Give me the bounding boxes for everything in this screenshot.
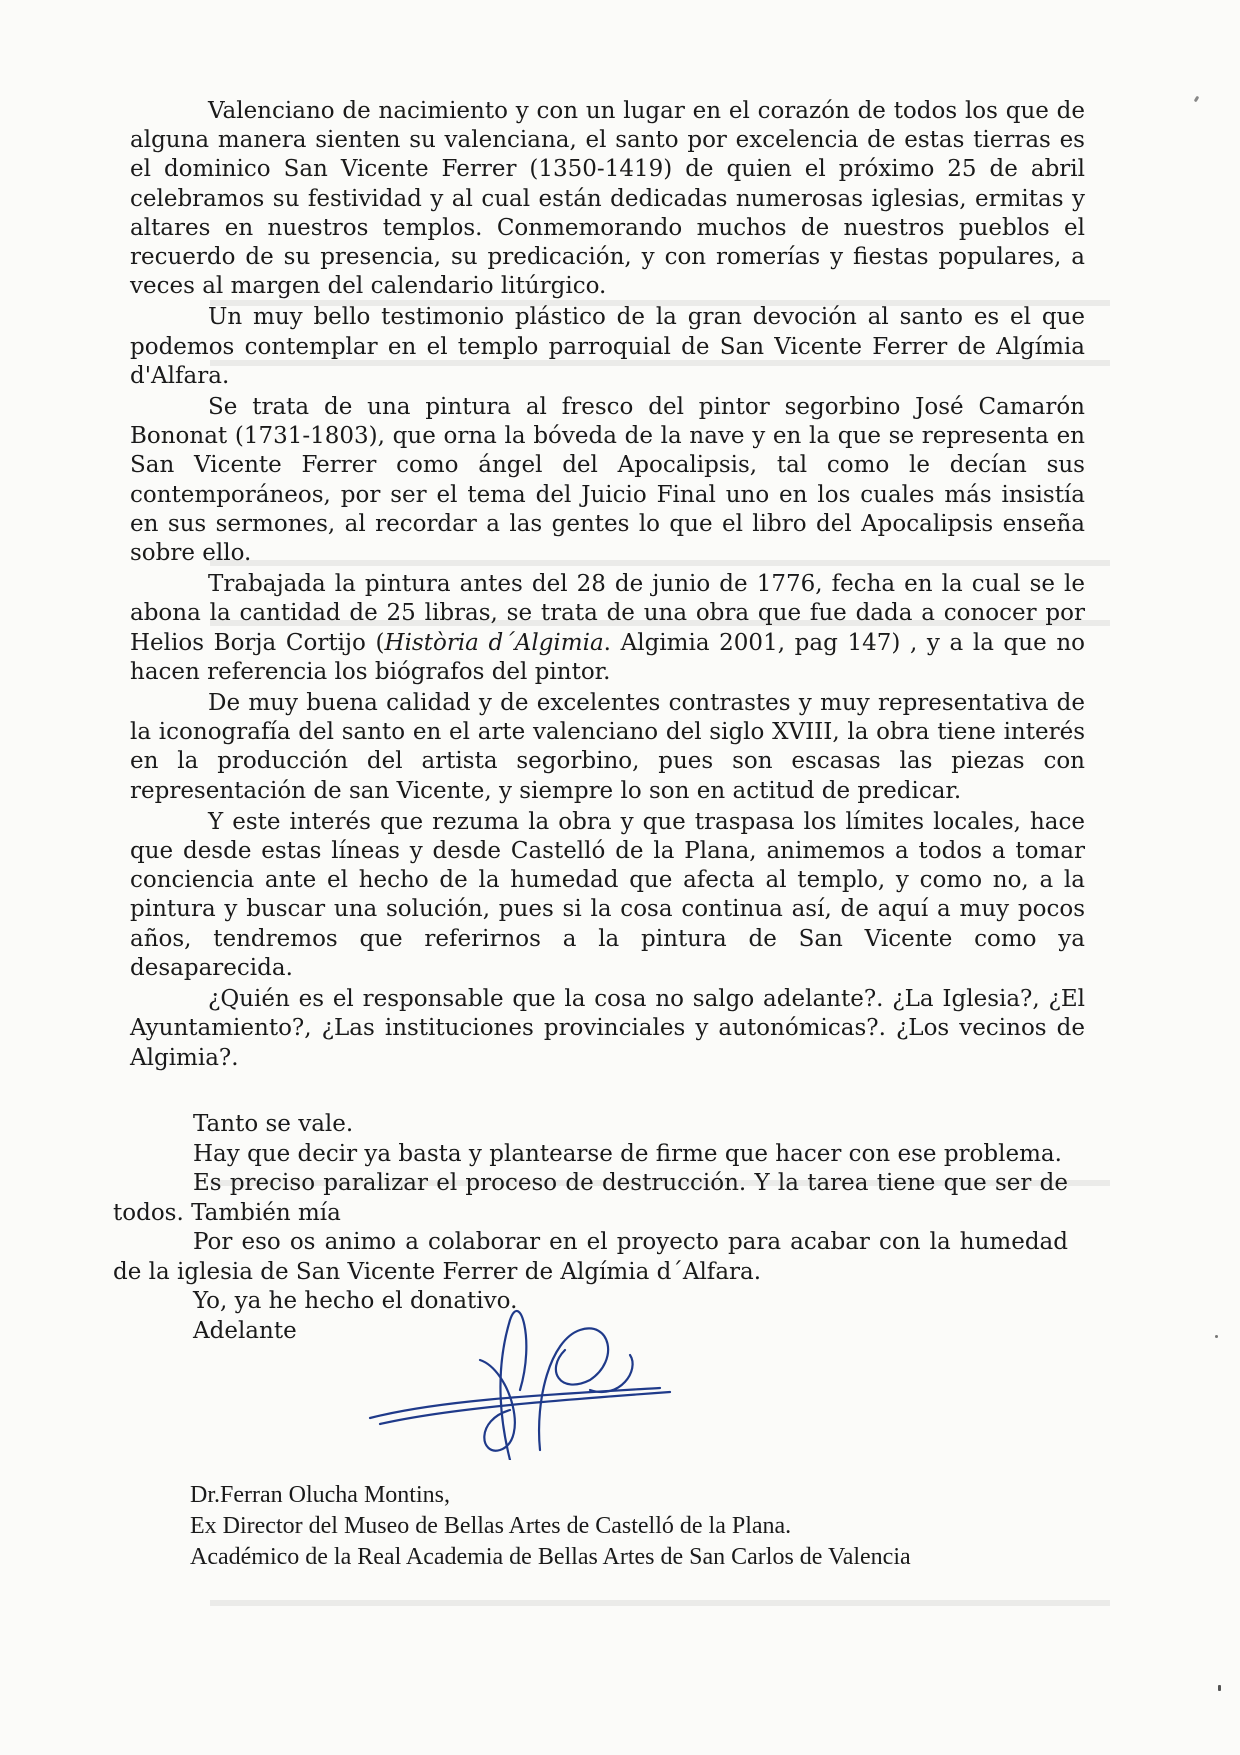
signer-block [190,1480,911,1573]
paragraph-4-text-b: . Algimia 2001, pag 147) , y a la que no hacen referencia los biógrafos del pintor. [130,629,1085,685]
paragraph-5: De muy buena calidad y de excelentes contrastes y muy representativa de la iconografía del santo en el arte valenciano del siglo XVIII, la obra tiene interés en la producción del artista segorbino, pues son escasas las piezas con representación de san Vicente, y siempre lo son en actitud de predicar. [130,690,1085,804]
book-title: Història d´Algimia [384,629,604,656]
paragraph-4 [130,570,1085,687]
paragraph-3: Se trata de una pintura al fresco del pintor segorbino José Camarón Bononat (1731-1803), que orna la bóveda de la nave y en la que se representa en San Vicente Ferrer como ángel del Apocalipsis, tal como le decían sus contemporáneos, por ser el tema del Juicio Final uno en los cuales más insistía en sus sermones, al recordar a las gentes lo que el libro del Apocalipsis enseña sobre ello. [130,394,1085,567]
paper-speck [1218,1685,1221,1691]
paragraph-6: Y este interés que rezuma la obra y que traspasa los límites locales, hace que desde estas líneas y desde Castelló de la Plana, animemos a todos a tomar conciencia ante el hecho de la humedad que afecta al templo, y como no, a la pintura y buscar una solución, pues si la cosa continua así, de aquí a muy pocos años, tendremos que referirnos a la pintura de San Vicente como ya desaparecida. [130,808,1085,981]
signer-role-director: Ex Director del Museo de Bellas Artes de Castelló de la Plana. [190,1513,792,1539]
closing-donativo: Yo, ya he hecho el donativo. [193,1288,518,1314]
handwritten-signature [360,1300,680,1460]
signer-role-academic: Académico de la Real Academia de Bellas Artes de San Carlos de Valencia [190,1544,911,1570]
closing-animo: Por eso os animo a colaborar en el proyecto para acabar con la humedad de la iglesia de San Vicente Ferrer de Algímia d´Alfara. [113,1229,1068,1285]
signer-name: Dr.Ferran Olucha Montins, [190,1482,450,1508]
paper-speck [1215,1335,1218,1338]
closing-adelante: Adelante [193,1317,297,1344]
paragraph-7: ¿Quién es el responsable que la cosa no salgo adelante?. ¿La Iglesia?, ¿El Ayuntamiento?, ¿Las instituciones provinciales y autonómicas?. ¿Los vecinos de Algimia?. [130,986,1085,1071]
closing-preciso: Es preciso paralizar el proceso de destrucción. Y la tarea tiene que ser de todos. También mía [113,1170,1068,1226]
closing-tanto: Tanto se vale. [193,1111,354,1137]
closing-basta: Hay que decir ya basta y plantearse de firme que hacer con ese problema. [193,1140,1062,1167]
paragraph-2: Un muy bello testimonio plástico de la gran devoción al santo es el que podemos contemplar en el templo parroquial de San Vicente Ferrer de Algímia d'Alfara. [130,304,1085,389]
paragraph-1: Valenciano de nacimiento y con un lugar en el corazón de todos los que de alguna manera sienten su valenciana, el santo por excelencia de estas tierras es el dominico San Vicente Ferrer (1350-1419) de quien el próximo 25 de abril celebramos su festividad y al cual están dedicadas numerosas iglesias, ermitas y altares en nuestros templos. Conmemorando muchos de nuestros pueblos el recuerdo de su presencia, su predicación, y con romerías y fiestas populares, a veces al margen del calendario litúrgico. [130,98,1085,300]
paper-speck [1194,96,1200,103]
paragraph-4-text-a: Trabajada la pintura antes del 28 de junio de 1776, fecha en la cual se le abona la cantidad de 25 libras, se trata de una obra que fue dada a conocer por Helios Borja Cortijo ( [130,571,1085,656]
letter-body [130,97,1085,1073]
